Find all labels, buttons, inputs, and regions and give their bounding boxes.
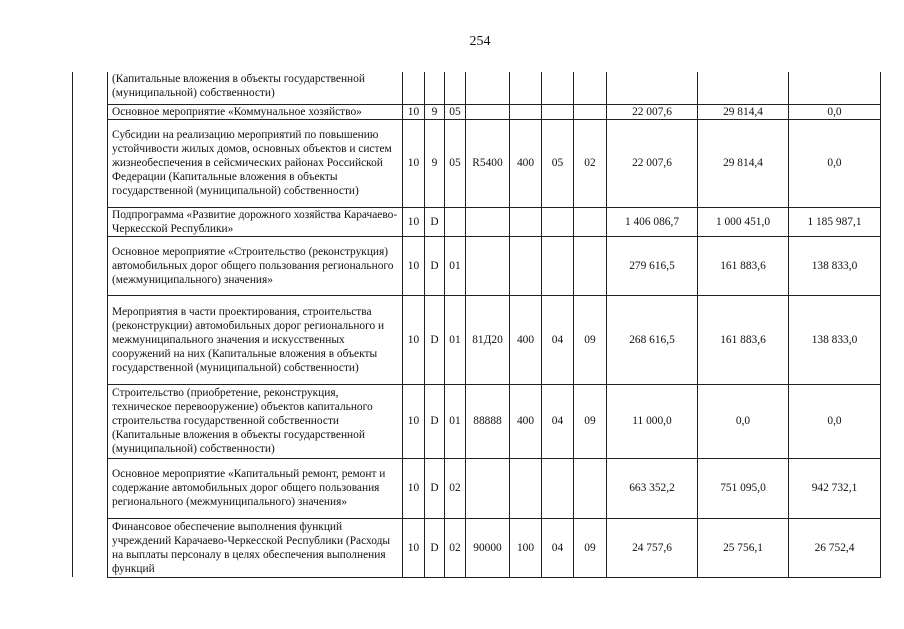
- code-1: 10: [403, 384, 425, 458]
- code-subsection: [574, 104, 607, 119]
- row-marker: [73, 295, 108, 384]
- amount-year-3: 1 185 987,1: [789, 207, 881, 236]
- code-2: D: [425, 458, 445, 518]
- code-section: 05: [542, 119, 574, 207]
- code-section: [542, 104, 574, 119]
- budget-table: [72, 72, 881, 578]
- amount-year-2: 161 883,6: [698, 236, 789, 295]
- code-1: 10: [403, 458, 425, 518]
- amount-year-3: [789, 72, 881, 104]
- code-3: 01: [445, 295, 466, 384]
- amount-year-1: 1 406 086,7: [607, 207, 698, 236]
- code-3: 02: [445, 518, 466, 577]
- code-3: [445, 207, 466, 236]
- amount-year-1: 663 352,2: [607, 458, 698, 518]
- table-row: [73, 295, 881, 384]
- amount-year-3: 138 833,0: [789, 236, 881, 295]
- code-1: 10: [403, 236, 425, 295]
- amount-year-1: 24 757,6: [607, 518, 698, 577]
- code-target: [466, 104, 510, 119]
- amount-year-2: 161 883,6: [698, 295, 789, 384]
- amount-year-2: 29 814,4: [698, 104, 789, 119]
- amount-year-2: 751 095,0: [698, 458, 789, 518]
- code-3: 02: [445, 458, 466, 518]
- code-target: [466, 458, 510, 518]
- code-3: [445, 72, 466, 104]
- code-expense-type: [510, 236, 542, 295]
- code-subsection: [574, 207, 607, 236]
- code-3: 01: [445, 384, 466, 458]
- code-2: [425, 72, 445, 104]
- code-2: D: [425, 295, 445, 384]
- row-name: Основное мероприятие «Строительство (реконструкция) автомобильных дорог общего пользования регионального (межмуниципального) значения»: [108, 236, 403, 295]
- code-1: 10: [403, 518, 425, 577]
- amount-year-3: 0,0: [789, 384, 881, 458]
- row-marker: [73, 458, 108, 518]
- row-name: Подпрограмма «Развитие дорожного хозяйства Карачаево-Черкесской Республики»: [108, 207, 403, 236]
- code-1: 10: [403, 295, 425, 384]
- code-2: 9: [425, 119, 445, 207]
- code-subsection: 02: [574, 119, 607, 207]
- amount-year-3: 942 732,1: [789, 458, 881, 518]
- code-section: 04: [542, 384, 574, 458]
- code-3: 05: [445, 119, 466, 207]
- row-name: Субсидии на реализацию мероприятий по повышению устойчивости жилых домов, основных объектов и систем жизнеобеспечения в сейсмических районах Российской Федерации (Капитальные вложения в объекты государственной (муниципальной) собственности): [108, 119, 403, 207]
- code-subsection: [574, 72, 607, 104]
- row-name: Основное мероприятие «Капитальный ремонт, ремонт и содержание автомобильных дорог общего пользования регионального (межмуниципального) значения»: [108, 458, 403, 518]
- code-section: [542, 72, 574, 104]
- code-2: 9: [425, 104, 445, 119]
- table-row: [73, 236, 881, 295]
- table-row: [73, 384, 881, 458]
- code-1: 10: [403, 104, 425, 119]
- code-2: D: [425, 384, 445, 458]
- code-target: 90000: [466, 518, 510, 577]
- code-section: 04: [542, 295, 574, 384]
- row-marker: [73, 518, 108, 577]
- code-section: [542, 458, 574, 518]
- row-name: Строительство (приобретение, реконструкция, техническое перевооружение) объектов капитального строительства государственной собственности (Капитальные вложения в объекты государственной (муниципальной) собственности): [108, 384, 403, 458]
- amount-year-1: 11 000,0: [607, 384, 698, 458]
- code-1: [403, 72, 425, 104]
- code-subsection: 09: [574, 295, 607, 384]
- code-subsection: 09: [574, 384, 607, 458]
- code-expense-type: [510, 104, 542, 119]
- amount-year-3: 0,0: [789, 104, 881, 119]
- code-2: D: [425, 518, 445, 577]
- code-expense-type: [510, 72, 542, 104]
- code-3: 05: [445, 104, 466, 119]
- row-name: Основное мероприятие «Коммунальное хозяйство»: [108, 104, 403, 119]
- row-marker: [73, 236, 108, 295]
- code-target: [466, 72, 510, 104]
- amount-year-3: 138 833,0: [789, 295, 881, 384]
- code-expense-type: 400: [510, 384, 542, 458]
- amount-year-1: 268 616,5: [607, 295, 698, 384]
- code-target: 88888: [466, 384, 510, 458]
- row-name: (Капитальные вложения в объекты государственной (муниципальной) собственности): [108, 72, 403, 104]
- code-2: D: [425, 236, 445, 295]
- code-expense-type: 400: [510, 295, 542, 384]
- row-marker: [73, 384, 108, 458]
- amount-year-2: 0,0: [698, 384, 789, 458]
- row-marker: [73, 72, 108, 104]
- code-subsection: [574, 236, 607, 295]
- code-1: 10: [403, 119, 425, 207]
- row-name: Финансовое обеспечение выполнения функций учреждений Карачаево-Черкесской Республики (Расходы на выплаты персоналу в целях обеспечения выполнения функций: [108, 518, 403, 577]
- table-row: [73, 72, 881, 104]
- amount-year-1: [607, 72, 698, 104]
- code-subsection: [574, 458, 607, 518]
- code-expense-type: [510, 207, 542, 236]
- code-expense-type: 400: [510, 119, 542, 207]
- row-marker: [73, 104, 108, 119]
- row-name: Мероприятия в части проектирования, строительства (реконструкции) автомобильных дорог регионального и межмуниципального значения и искусственных сооружений на них (Капитальные вложения в объекты государственной (муниципальной) собственности): [108, 295, 403, 384]
- row-marker: [73, 119, 108, 207]
- row-marker: [73, 207, 108, 236]
- amount-year-3: 26 752,4: [789, 518, 881, 577]
- amount-year-2: [698, 72, 789, 104]
- code-target: [466, 207, 510, 236]
- code-target: 81Д20: [466, 295, 510, 384]
- amount-year-3: 0,0: [789, 119, 881, 207]
- code-section: [542, 236, 574, 295]
- code-section: 04: [542, 518, 574, 577]
- table-row: [73, 104, 881, 119]
- code-subsection: 09: [574, 518, 607, 577]
- amount-year-2: 29 814,4: [698, 119, 789, 207]
- code-expense-type: 100: [510, 518, 542, 577]
- code-section: [542, 207, 574, 236]
- amount-year-2: 25 756,1: [698, 518, 789, 577]
- table-row: [73, 207, 881, 236]
- code-3: 01: [445, 236, 466, 295]
- amount-year-1: 279 616,5: [607, 236, 698, 295]
- amount-year-2: 1 000 451,0: [698, 207, 789, 236]
- code-expense-type: [510, 458, 542, 518]
- code-target: [466, 236, 510, 295]
- code-2: D: [425, 207, 445, 236]
- code-target: R5400: [466, 119, 510, 207]
- table-row: [73, 518, 881, 577]
- page-number: 254: [469, 34, 491, 49]
- amount-year-1: 22 007,6: [607, 119, 698, 207]
- code-1: 10: [403, 207, 425, 236]
- table-row: [73, 119, 881, 207]
- table-row: [73, 458, 881, 518]
- amount-year-1: 22 007,6: [607, 104, 698, 119]
